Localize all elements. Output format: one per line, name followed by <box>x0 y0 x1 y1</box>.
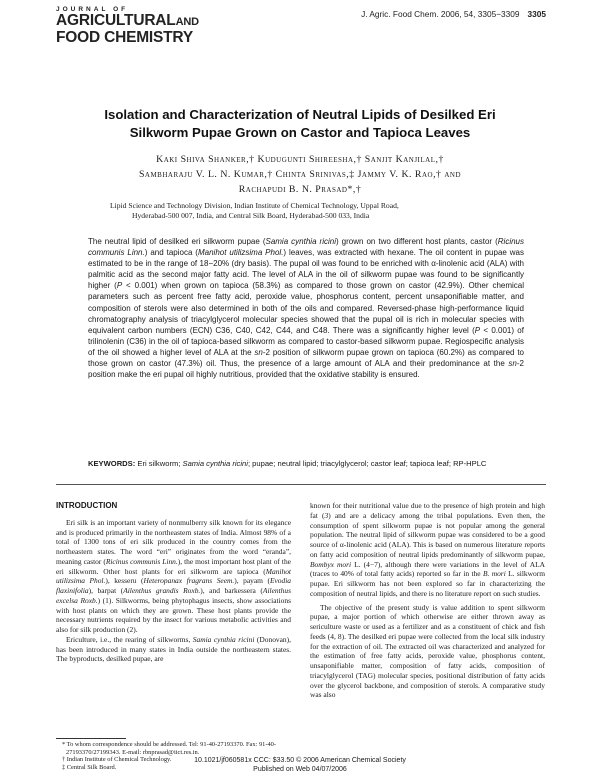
footnote-affiliation-1: † Indian Institute of Chemical Technology. <box>62 756 172 763</box>
abstract-pvalue: P <box>116 281 123 291</box>
section-divider <box>56 484 546 485</box>
abstract-text: < 0.001) of trilinolenin (C36) in the oil of tapioca-based silkworm as compared to castor-based silkworm pupae. Regiospecific analysis of the oil showed a higher level of ALA at the <box>88 325 524 357</box>
doi-line: 10.1021/jf060581x CCC: $33.50 © 2006 American Chemical Society <box>194 757 406 764</box>
published-line: Published on Web 04/07/2006 <box>253 765 347 773</box>
abstract-species: Samia cynthia ricini <box>265 237 336 246</box>
footnote-divider <box>56 738 126 739</box>
authors-line-3: Rachapudi B. N. Prasad*,† <box>238 184 362 195</box>
abstract-text: ) and tapioca ( <box>144 248 198 258</box>
title-line-1: Isolation and Characterization of Neutral Lipids of Desilked Eri <box>104 107 496 122</box>
body-text: ), and barkessera ( <box>200 586 263 595</box>
body-text: ) (1). Silkworms, being phytophagus insects, show associations with host plants on which they are grown. These host plants provide the necessary nutrients required by the insect for various metabolic activities and also for silk production (2). <box>56 595 291 634</box>
abstract-text: -2 position make the eri pupal oil highly nutritious, provided that the oxidative stability is ensured. <box>88 359 524 380</box>
journal-masthead <box>56 6 206 45</box>
affiliation <box>110 201 510 220</box>
keywords-species: Samia cynthia ricini <box>182 459 248 468</box>
article-title <box>100 106 500 142</box>
abstract-species: Ricinus communis Linn. <box>88 237 524 258</box>
citation-ref: 3 <box>324 510 329 520</box>
masthead-line1 <box>56 13 206 30</box>
author-list <box>90 152 510 197</box>
abstract-pvalue: P <box>474 325 481 335</box>
footnote-correspondence: * To whom correspondence should be addressed. Tel: 91-40-27193370. Fax: 91-40-27193370/27199343. E-mail: rbnprasad@iict.res.in. <box>62 741 276 756</box>
abstract-text: ) grown on two different host plants, castor ( <box>335 237 498 246</box>
intro-paragraph-1 <box>56 518 291 635</box>
abstract-text: ) leaves, was extracted with hexane. The oil content in pupae was estimated to be in the range of 18−20% (dry basis). The pupal oil was found to be enriched with α-linolenic acid (ALA) with palmitic acid as the second major fatty acid. The level of ALA in the oil of silkworm pupae was found to be significantly higher ( <box>88 248 525 291</box>
page-number: 3305 <box>527 9 546 19</box>
body-column-left <box>56 501 291 664</box>
page-footer <box>0 757 600 774</box>
body-text: L. (4−7), although there were variations in the level of ALA (traces to 40% of total fatty acids) reported so far in the <box>310 559 545 579</box>
body-species: Heteropanax fragrans Seem. <box>143 576 235 586</box>
footnote-affiliation-2: ‡ Central Silk Board. <box>62 763 117 771</box>
body-species: Manihot utilizsima Phol. <box>56 566 291 586</box>
body-text: Eri silk is an important variety of nonmulberry silk known for its elegance and is produced primarily in the northeastern states of India. Almost 98% of a total of 1300 tons of eri silk produced in the country comes from the northeastern states. The word “eri” originates from the word “eranda”, meaning castor ( <box>56 517 291 566</box>
abstract-text: < 0.001) when grown on tapioca (58.3%) as compared to those grown on castor (42.9%). Other chemical parameters such as percent free fatty acid, peroxide value, phosphorus content, percent unsaponifiable matter, and composition of sterols were also determined in both of the oils and compared. Reversed-phase high-performance liquid chromatography analysis of triacylglycerol molecular species showed that the pupal oil is rich in molecular species with equivalent carbon numbers (ECN) C36, C40, C42, C44, and C48. There was a significantly higher level ( <box>88 281 525 335</box>
masthead-agricultural: AGRICULTURAL <box>56 12 176 29</box>
body-text: ), kesseru ( <box>105 576 144 586</box>
body-species: Ailenthus excelsa Roxb. <box>56 586 292 605</box>
abstract <box>88 236 524 380</box>
body-text: Ericulture, i.e., the rearing of silkworms, <box>66 634 193 644</box>
title-line-2: Silkworm Pupae Grown on Castor and Tapioca Leaves <box>129 125 471 140</box>
body-species: Bombyx mori <box>310 559 352 569</box>
body-text: ) and are a delicacy among the tribal populations. Even then, the consumption of spent silkworm pupae is not popular among the general population. The neutral lipid of silkworm pupae was considered to be a good source of α-linolenic acid (ALA). This is based on numerous literature reports on fatty acid composition of neutral lipids predominantly of silkworm pupae, <box>310 510 545 559</box>
journal-citation: J. Agric. Food Chem. 2006, 54, 3305−3309 <box>361 9 520 19</box>
keywords-text: Eri silkworm; <box>137 459 183 468</box>
abstract-text: The neutral lipid of desilked eri silkworm pupae ( <box>88 237 266 246</box>
body-species: Ricinus communis Linn. <box>105 556 178 566</box>
keywords-label: KEYWORDS: <box>88 459 136 468</box>
introduction-heading: INTRODUCTION <box>56 501 118 510</box>
abstract-text: -2 position of silkworm pupae grown on tapioca (60.2%) as compared to those grown on castor (47.3%) oil. Thus, the presence of a large amount of ALA and their predominance at the <box>88 347 524 369</box>
body-species: B. mori <box>482 569 506 579</box>
body-text: known for their nutritional value due to the presence of high protein and high fat ( <box>310 501 545 520</box>
affiliation-line-1: Lipid Science and Technology Division, Indian Institute of Chemical Technology, Uppal Road, <box>110 201 399 210</box>
authors-line-1: Kaki Shiva Shanker,† Kudugunti Shireesha,† Sanjit Kanjilal,† <box>156 154 444 165</box>
masthead-line2: FOOD CHEMISTRY <box>56 29 193 46</box>
body-species: Ailenthus grandis Roxb. <box>123 586 201 595</box>
body-text: ), the most important host plant of the eri silkworm. Other host plants for eri silkworm are tapioca ( <box>56 556 291 576</box>
right-paragraph-2: The objective of the present study is value addition to spent silkworm pupae, a major portion of which otherwise are either thrown away as sericulture waste or used as a fertilizer and as a constituent of chick and fish feeds (4, 8). The desilked eri pupae were collected from the local silk industry for the extraction of oil. The extracted oil was characterized and analyzed for the estimation of free fatty acids, peroxide value, phosphorus content, unsaponifiable matter, composition of fatty acids, composition of triacylglycerol (TAG) molecular species, positional distribution of fatty acids over the glycerol backbone, and composition of sterols. A comparative study was also <box>310 602 545 700</box>
masthead-and: AND <box>175 16 199 28</box>
affiliation-line-2: Hyderabad-500 007, India, and Central Silk Board, Hyderabad-500 033, India <box>132 210 370 220</box>
body-text: L. silkworm pupae. Eri silkworm has not been explored so far in characterizing the composition of neutral lipids, and there is no literature report on such studies. <box>310 569 545 598</box>
keywords-text: ; pupae; neutral lipid; triacylglycerol; castor leaf; tapioca leaf; RP-HPLC <box>247 459 487 468</box>
body-column-right <box>310 501 545 700</box>
body-species: Evodia flaxinifolia <box>56 576 292 595</box>
running-header <box>361 9 546 19</box>
body-text: (Donovan), has been introduced in many states in India outside the northeastern states. The byproducts, desilked pupae, are <box>56 634 291 664</box>
right-paragraph-1 <box>310 501 545 599</box>
intro-paragraph-2 <box>56 635 291 664</box>
abstract-sn: sn <box>508 359 517 369</box>
body-species: Samia cynthia ricini <box>192 634 255 644</box>
keywords <box>88 458 524 469</box>
authors-line-2: Sambharaju V. L. N. Kumar,† Chinta Srinivas,‡ Jammy V. K. Rao,† and <box>138 169 462 180</box>
masthead-journal-of: JOURNAL OF <box>56 6 129 13</box>
body-text: ), barpat ( <box>88 586 124 595</box>
abstract-sn: sn <box>254 347 263 357</box>
body-text: ), payam ( <box>234 576 270 586</box>
abstract-species: Manihot utilizsima Phol. <box>197 248 284 258</box>
